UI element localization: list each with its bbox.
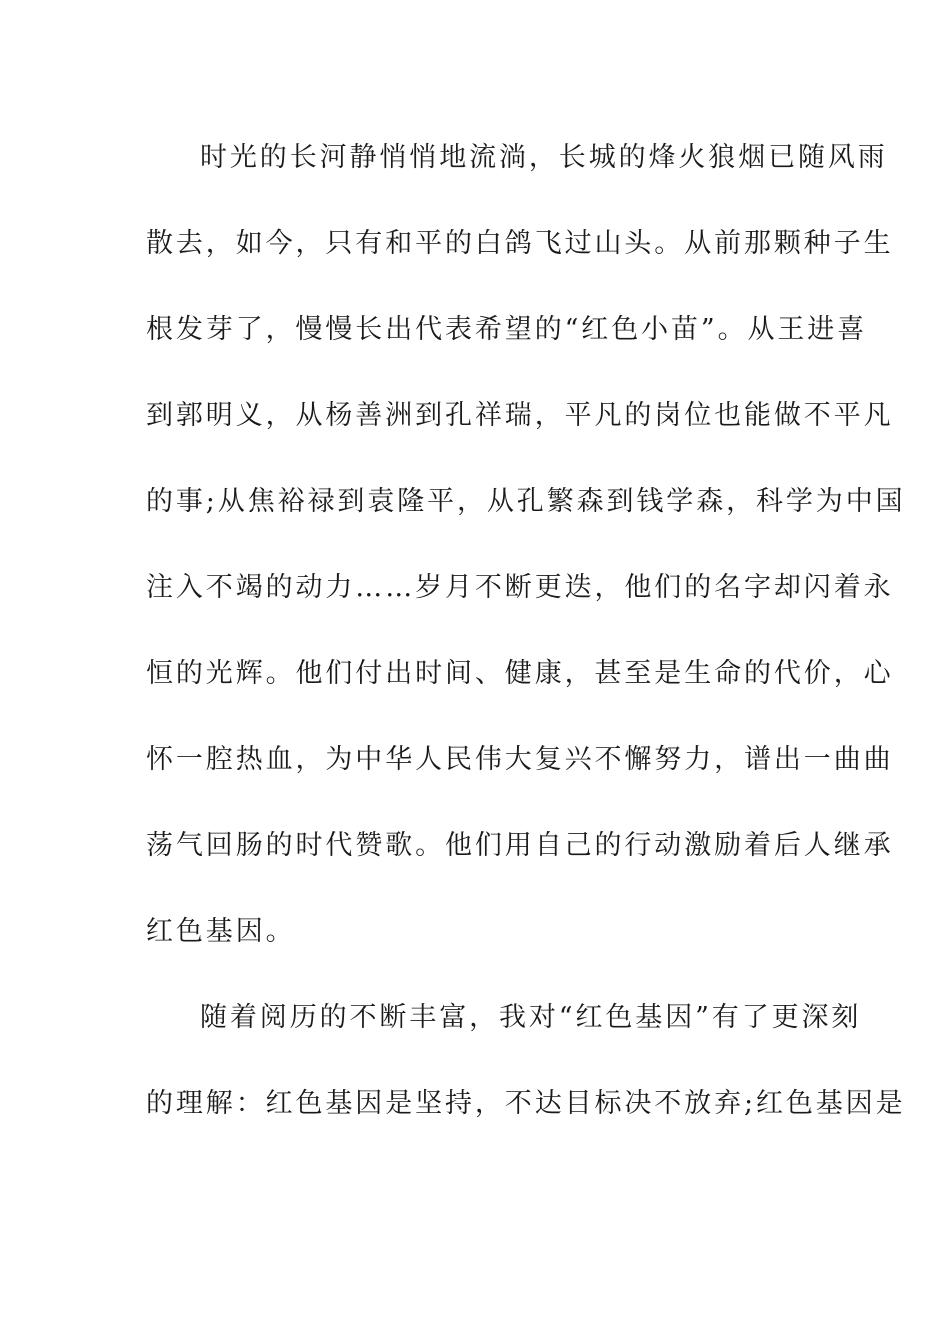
paragraph-1-line-5: 的事;从焦裕禄到袁隆平，从孔繁森到钱学森，科学为中国 [146, 486, 906, 517]
paragraph-2-line-1: 随着阅历的不断丰富，我对“红色基因”有了更深刻 [200, 1002, 862, 1033]
paragraph-1-line-3: 根发芽了，慢慢长出代表希望的“红色小苗”。从王进喜 [146, 314, 868, 345]
paragraph-1-line-8: 怀一腔热血，为中华人民伟大复兴不懈努力，谱出一曲曲 [146, 744, 894, 775]
paragraph-1-line-7: 恒的光辉。他们付出时间、健康，甚至是生命的代价，心 [146, 658, 894, 689]
paragraph-1-line-9: 荡气回肠的时代赞歌。他们用自己的行动激励着后人继承 [146, 830, 894, 861]
paragraph-1-line-1: 时光的长河静悄悄地流淌，长城的烽火狼烟已随风雨 [200, 142, 888, 173]
paragraph-1-line-4: 到郭明义，从杨善洲到孔祥瑞，平凡的岗位也能做不平凡 [146, 400, 894, 431]
paragraph-1-line-10: 红色基因。 [146, 916, 296, 947]
paragraph-1-line-6: 注入不竭的动力……岁月不断更迭，他们的名字却闪着永 [146, 572, 894, 603]
paragraph-1-line-2: 散去，如今，只有和平的白鸽飞过山头。从前那颗种子生 [146, 228, 894, 259]
paragraph-2-line-2: 的理解：红色基因是坚持，不达目标决不放弃;红色基因是 [146, 1088, 906, 1119]
